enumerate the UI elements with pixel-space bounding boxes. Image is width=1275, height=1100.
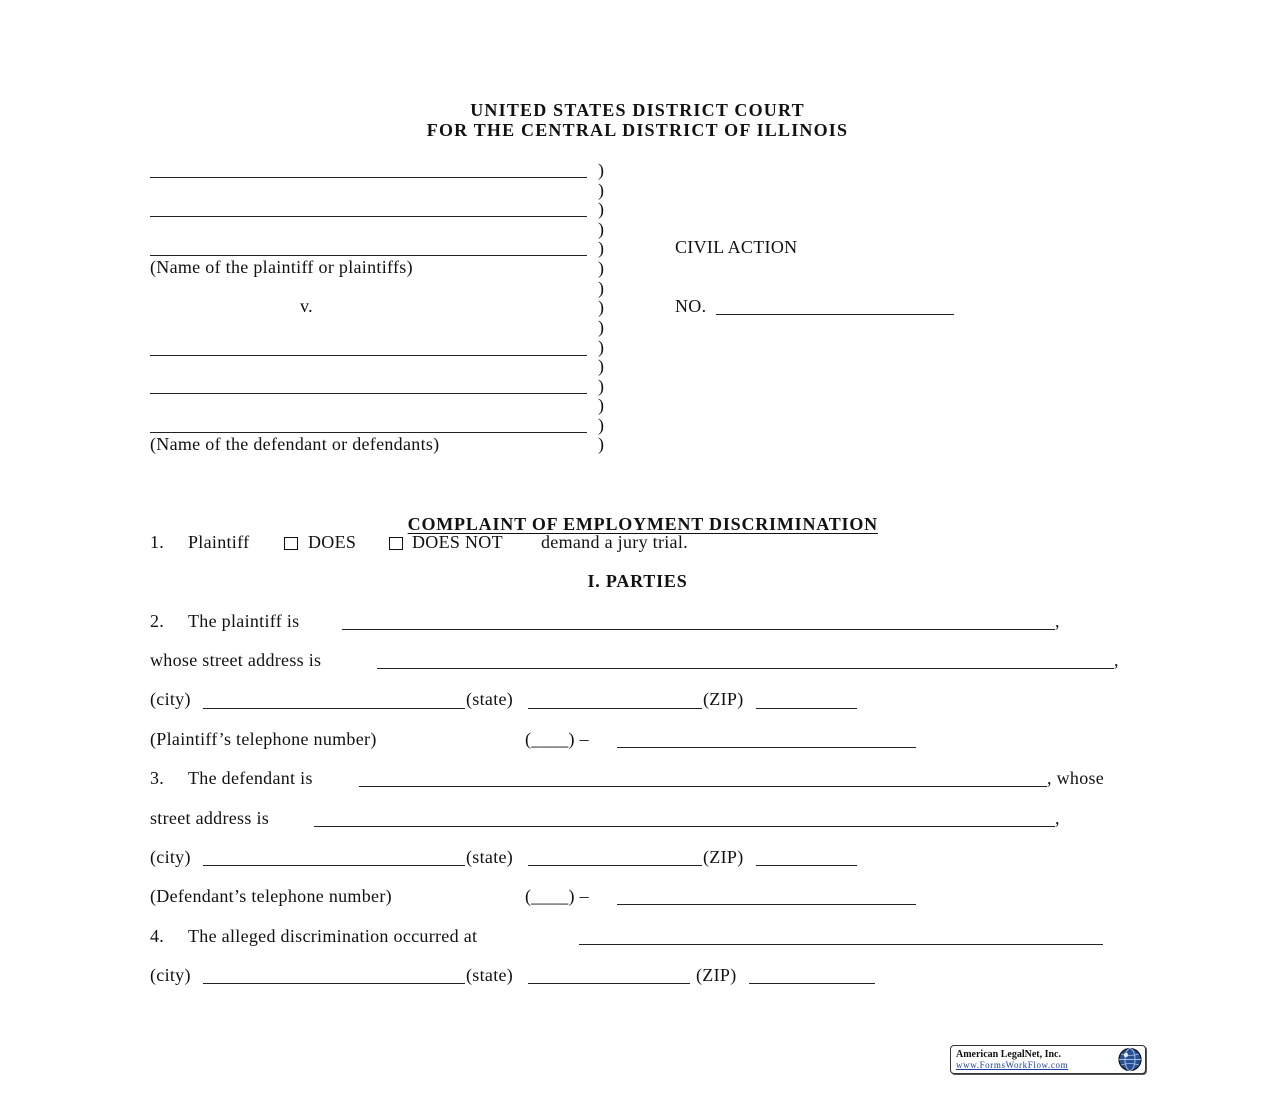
location-city-field[interactable] [203,983,465,984]
plaintiff-phone-area[interactable]: (____) – [525,729,589,749]
item-3-text: The defendant is [188,768,313,788]
court-name: UNITED STATES DISTRICT COURT [470,100,805,120]
caption-paren: ) [598,376,604,396]
item-2-text: The plaintiff is [188,611,300,631]
caption-paren: ) [598,199,604,219]
caption-paren: ) [598,434,604,454]
legalnet-logo[interactable] [950,1045,1146,1074]
caption-paren: ) [598,278,604,298]
caption-paren: ) [598,337,604,357]
complaint-title-wrap [0,493,1275,535]
court-district: FOR THE CENTRAL DISTRICT OF ILLINOIS [426,120,849,140]
defendant-name-line-2[interactable] [150,393,587,394]
versus-label: v. [300,296,313,316]
item-2-number: 2. [150,611,165,631]
location-zip-field[interactable] [749,983,875,984]
plaintiff-state-label: (state) [466,689,514,709]
location-city-label: (city) [150,965,191,985]
defendant-state-field[interactable] [528,865,702,866]
location-zip-label: (ZIP) [696,965,737,985]
caption-paren: ) [598,317,604,337]
item-4-text: The alleged discrimination occurred at [188,926,478,946]
globe-icon [1117,1047,1143,1072]
caption-paren: ) [598,258,604,278]
caption-paren: ) [598,356,604,376]
plaintiff-name-line-1[interactable] [150,177,587,178]
plaintiff-city-label: (city) [150,689,191,709]
plaintiff-name-field[interactable] [342,629,1055,630]
case-number-field[interactable] [716,314,954,315]
caption-paren: ) [598,160,604,180]
defendant-phone-area[interactable]: (____) – [525,886,589,906]
defendant-city-field[interactable] [203,865,465,866]
logo-company-name: American LegalNet, Inc. [956,1049,1061,1060]
defendant-address-label: street address is [150,808,270,828]
plaintiff-name-line-2[interactable] [150,216,587,217]
item-3-number: 3. [150,768,165,788]
defendant-name-field[interactable] [359,786,1047,787]
plaintiff-address-label: whose street address is [150,650,322,670]
complaint-title: COMPLAINT OF EMPLOYMENT DISCRIMINATION [407,514,878,534]
caption-paren: ) [598,415,604,435]
jury-does-not-label: DOES NOT [412,532,503,552]
caption-paren: ) [598,395,604,415]
caption-paren: ) [598,238,604,258]
plaintiff-state-field[interactable] [528,708,702,709]
caption-paren: ) [598,180,604,200]
defendant-address-comma: , [1055,808,1060,828]
defendant-zip-label: (ZIP) [703,847,744,867]
plaintiff-phone-field[interactable] [617,747,916,748]
item-1-number: 1. [150,532,165,552]
plaintiff-label: (Name of the plaintiff or plaintiffs) [150,257,413,277]
defendant-name-line-1[interactable] [150,355,587,356]
jury-does-checkbox[interactable] [284,536,301,554]
jury-does-label: DOES [308,532,357,552]
caption-paren: ) [598,219,604,239]
defendant-city-label: (city) [150,847,191,867]
civil-action-label: CIVIL ACTION [675,237,798,257]
item-3-whose: , whose [1047,768,1105,788]
plaintiff-city-field[interactable] [203,708,465,709]
plaintiff-name-line-3[interactable] [150,255,587,256]
plaintiff-address-comma: , [1114,650,1119,670]
plaintiff-phone-label: (Plaintiff’s telephone number) [150,729,377,749]
plaintiff-address-field[interactable] [377,668,1114,669]
location-state-label: (state) [466,965,514,985]
case-number-label: NO. [675,296,707,316]
defendant-phone-field[interactable] [617,904,916,905]
section-parties-heading: I. PARTIES [587,571,688,591]
logo-url-link[interactable]: www.FormsWorkFlow.com [956,1060,1069,1070]
defendant-phone-label: (Defendant’s telephone number) [150,886,392,906]
defendant-address-field[interactable] [314,826,1055,827]
defendant-label: (Name of the defendant or defendants) [150,434,440,454]
caption-paren: ) [598,297,604,317]
plaintiff-zip-field[interactable] [756,708,857,709]
item-2-comma: , [1055,611,1060,631]
plaintiff-zip-label: (ZIP) [703,689,744,709]
item-4-number: 4. [150,926,165,946]
jury-suffix: demand a jury trial. [541,532,688,552]
defendant-zip-field[interactable] [756,865,857,866]
defendant-name-line-3[interactable] [150,432,587,433]
item-1-prefix: Plaintiff [188,532,250,552]
location-state-field[interactable] [528,983,690,984]
defendant-state-label: (state) [466,847,514,867]
discrimination-location-field[interactable] [579,944,1103,945]
jury-does-not-checkbox[interactable] [389,536,406,554]
